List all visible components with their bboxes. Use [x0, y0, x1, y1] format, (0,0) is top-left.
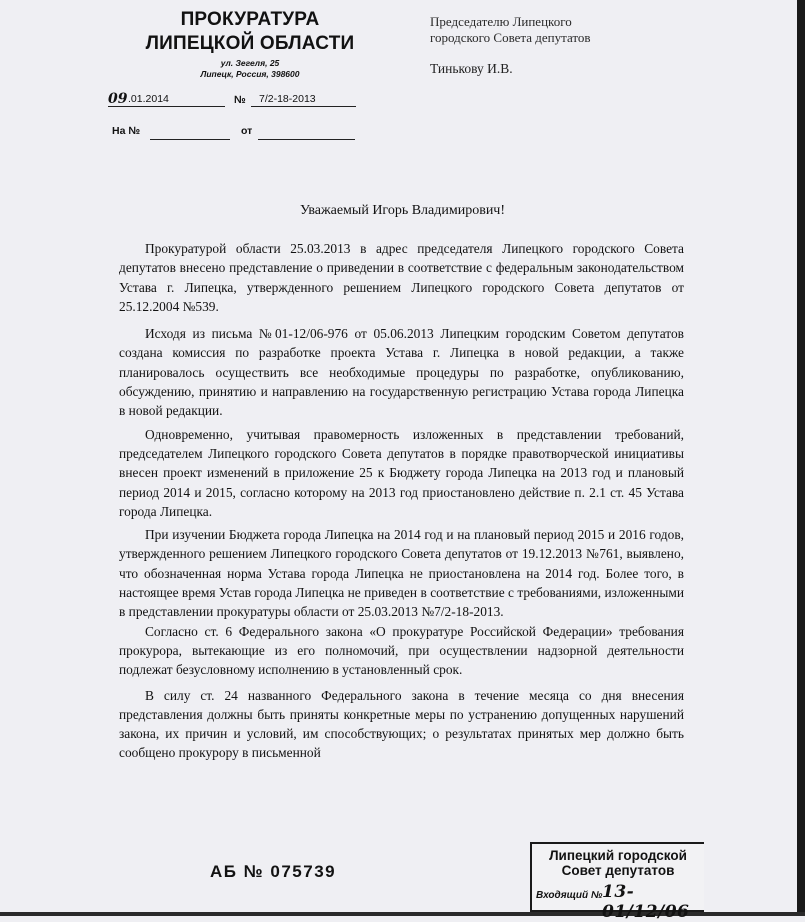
address-street: ул. Зегеля, 25 — [220, 58, 280, 68]
address-city: Липецк, Россия, 398600 — [200, 69, 300, 79]
incoming-registration-stamp — [530, 842, 704, 922]
body-paragraph: В силу ст. 24 названного Федерального закона в течение месяца со дня внесения представления должны быть приняты конкретные меры по устранению допущенных нарушений закона, их причин и условий, им способствующих; о результатах принятых мер должно быть сообщено прокурору в письменной — [119, 687, 684, 761]
stamp-org-line1: Липецкий городской — [549, 848, 687, 863]
reference-date-line — [258, 125, 355, 140]
recipient-name: Тинькову И.В. — [430, 61, 513, 76]
letterhead-organization — [130, 8, 370, 56]
body-paragraph: Одновременно, учитывая правомерность изложенных в представлении требований, председателем Липецкого городского Совета депутатов в порядке правотворческой инициативы внесен проект изменений в приложение 25 к Бюджету города Липецка на 2013 год и плановый период 2014 и 2015, согласно которому на 2013 год приостановлено действие п. 2.1 ст. 45 Устава города Липецка. — [119, 426, 684, 519]
date-printed: .01.2014 — [128, 93, 169, 105]
salutation: Уважаемый Игорь Владимирович! — [299, 203, 506, 218]
body-paragraph: При изучении Бюджета города Липецка на 2014 год и на плановый период 2015 и 2016 годов, утвержденного решением Липецкого городского Совета депутатов от 19.12.2013 №761, выявлено, что обозначенная норма Устава города Липецка не приостановлена на 2014 год. Более того, в настоящее время Устав города Липецка не приведен в соответствие с требованиями, изложенными в представлении прокуратуры области от 25.03.2013 №7/2-18-2013. — [119, 527, 684, 620]
letterhead-address — [150, 58, 350, 80]
body-paragraph: Согласно ст. 6 Федерального закона «О прокуратуре Российской Федерации» требования прокурора, вытекающие из его полномочий, при осуществлении надзорной деятельности подлежат безусловному исполнению в установленный срок. — [119, 623, 684, 678]
scan-edge-right — [797, 0, 805, 916]
letter-body — [119, 239, 684, 763]
body-paragraph: Прокуратурой области 25.03.2013 в адрес председателя Липецкого городского Совета депутатов внесено представление о приведении в соответствие с федеральным законодательством Устава г. Липецка, утвержденного решением Липецкого городского Совета депутатов от 25.12.2004 №539. — [119, 241, 684, 314]
blank-serial-number: АБ № 075739 — [210, 862, 337, 881]
document-page: ПРОКУРАТУРА ЛИПЕЦКОЙ ОБЛАСТИ ул. Зегеля, 25 Липецк, Россия, 398600 Председателю Липецкого городского Совета депутатов Тинькову И.В. 09 .01.2014 № 7/2-18-2013 На № от Уважаемый Игорь Владимирович! Прокуратурой области 25.03.2013 в адрес председателя Липецкого городского Совета депутатов внесено представление о приведении в соответствие с федеральным законодательством Устава г. Липецка, утвержденного решением Липецкого городского Совета депутатов от 25.12.2004 №539. Исходя из письма №01-12/06-976 от 05.06.2013 Липецким городским Советом депутатов создана комиссия по разработке проекта Устава г. Липецка в новой редакции, а также планировалось осуществить все необходимые процедуры по разработке, опубликованию, обсуждению, принятию и направлению на государственную регистрацию Устава города Липецка в новой редакции. Одновременно, учитывая правомерность изложенных в представлении требований, председателем Липецкого городского Совета депутатов в порядке правотворческой инициативы внесен проект изменений в приложение 25 к Бюджету города Липецка на 2013 год и плановый период 2014 и 2015, согласно которому на 2013 год приостановлено действие п. 2.1 ст. 45 Устава города Липецка. При изучении Бюджета города Липецка на 2014 год и на плановый период 2015 и 2016 годов, утвержденного решением Липецкого городского Совета депутатов от 19.12.2013 №761, выявлено, что обозначенная норма Устава города Липецка не приостановлена на 2014 год. Более того, в настоящее время Устав города Липецка не приведен в соответствие с требованиями, изложенными в представлении прокуратуры области от 25.03.2013 №7/2-18-2013. Согласно ст. 6 Федерального закона «О прокуратуре Российской Федерации» требования прокурора, вытекающие из его полномочий, при осуществлении надзорной деятельности подлежат безусловному исполнению в установленный срок. В силу ст. 24 названного Федерального закона в течение месяца со дня внесения представления должны быть приняты конкретные меры по устранению допущенных нарушений закона, их причин и условий, им способствующих; о результатах принятых мер должно быть сообщено прокурору в письменной АБ № 075739 Липецкий городской Совет депутатов Входящий № 13-01/12/06 — [0, 0, 805, 916]
date-underline — [108, 92, 225, 107]
recipient-title-line1: Председателю Липецкого — [430, 14, 572, 29]
stamp-incoming-number: 13-01/12/06 — [602, 882, 690, 922]
org-name-line1: ПРОКУРАТУРА — [180, 9, 320, 30]
reference-number-line — [150, 125, 230, 140]
stamp-incoming-label: Входящий № — [536, 890, 603, 901]
recipient-block — [430, 14, 690, 46]
outgoing-number: 7/2-18-2013 — [259, 93, 316, 105]
stamp-organization — [532, 844, 704, 878]
body-paragraph: Исходя из письма №01-12/06-976 от 05.06.2013 Липецким городским Советом депутатов создана комиссия по разработке проекта Устава г. Липецка в новой редакции, а также планировалось осуществить все необходимые процедуры по разработке, опубликованию, обсуждению, принятию и направлению на государственную регистрацию Устава города Липецка в новой редакции. — [119, 326, 684, 419]
org-name-line2: ЛИПЕЦКОЙ ОБЛАСТИ — [145, 33, 355, 54]
date-handwritten-day: 09 — [108, 91, 128, 107]
recipient-title-line2: городского Совета депутатов — [430, 30, 591, 45]
stamp-org-line2: Совет депутатов — [561, 863, 675, 878]
number-underline — [251, 92, 356, 107]
